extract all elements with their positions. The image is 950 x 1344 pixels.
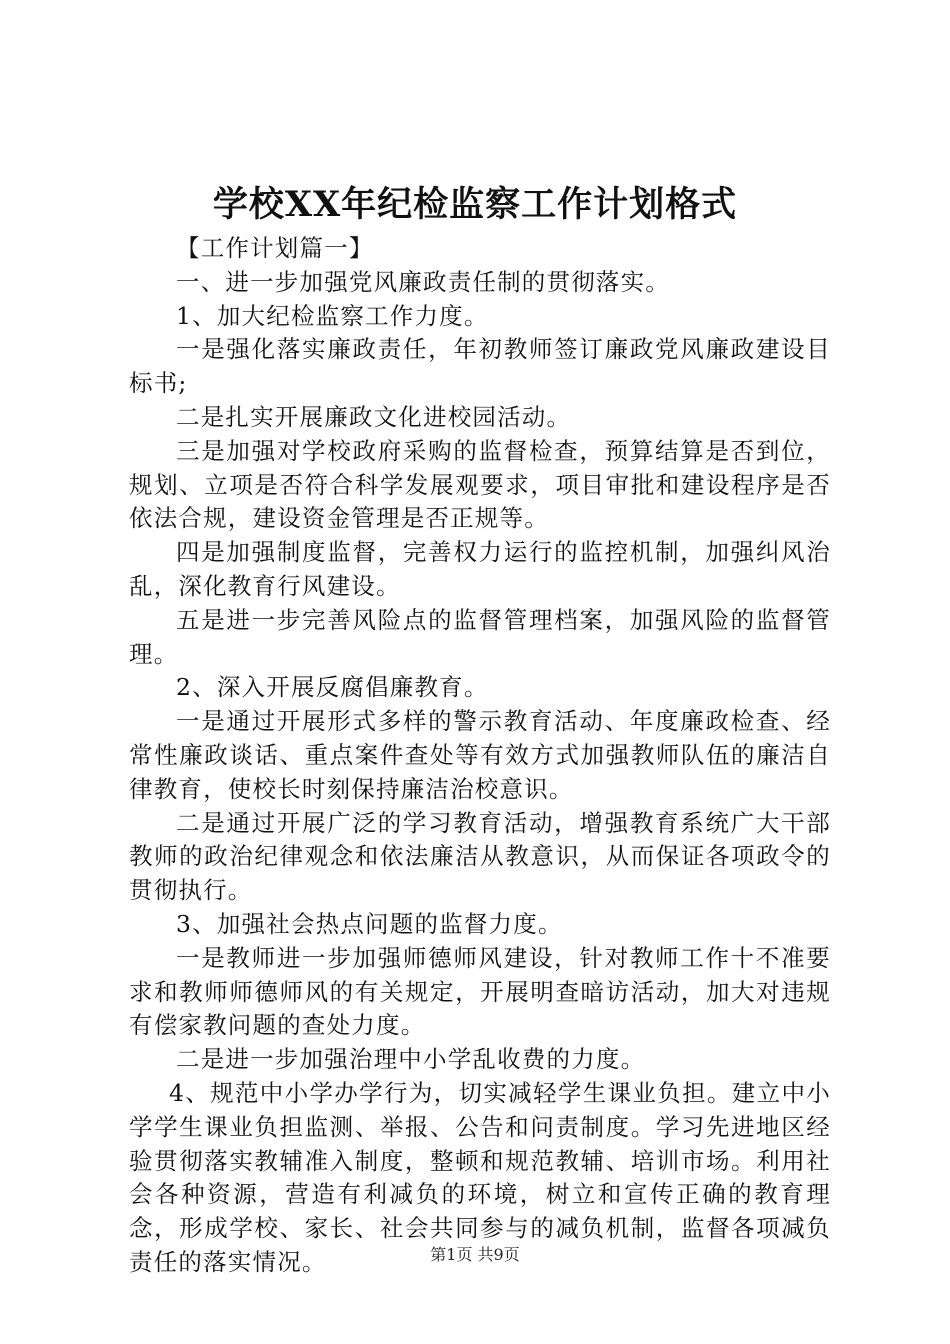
paragraph: 4、规范中小学办学行为，切实减轻学生课业负担。建立中小学学生课业负担监测、举报、公告和问责制度。学习先进地区经验贯彻落实教辅准入制度，整顿和规范教辅、培训市场。利用社会各种资源，营造有利减负的环境，树立和宣传正确的教育理念，形成学校、家长、社会共同参与的减负机制，监督各项减负责任的落实情况。 <box>129 1078 831 1276</box>
paragraph: 二是扎实开展廉政文化进校园活动。 <box>176 402 572 431</box>
section-heading: 【工作计划篇一】 <box>176 234 374 262</box>
page-footer: 第1页 共9页 <box>430 1245 520 1264</box>
paragraph: 一、进一步加强党风廉政责任制的贯彻落实。 <box>176 267 670 296</box>
paragraph: 二是通过开展广泛的学习教育活动，增强教育系统广大干部教师的政治纪律观念和依法廉洁从教意识，从而保证各项政令的贯彻执行。 <box>129 808 831 905</box>
paragraph: 三是加强对学校政府采购的监督检查，预算结算是否到位，规划、立项是否符合科学发展观要求，项目审批和建设程序是否依法合规，建设资金管理是否正规等。 <box>129 436 831 533</box>
paragraph: 1、加大纪检监察工作力度。 <box>176 301 489 330</box>
paragraph: 3、加强社会热点问题的监督力度。 <box>176 909 563 938</box>
paragraph: 四是加强制度监督，完善权力运行的监控机制，加强纠风治乱，深化教育行风建设。 <box>129 538 831 600</box>
paragraph: 二是进一步加强治理中小学乱收费的力度。 <box>176 1045 646 1074</box>
paragraph: 2、深入开展反腐倡廉教育。 <box>176 673 489 702</box>
document-body <box>129 232 831 1280</box>
document-title: 学校XX年纪检监察工作计划格式 <box>212 184 738 225</box>
paragraph: 五是进一步完善风险点的监督管理档案，加强风险的监督管理。 <box>129 605 831 668</box>
paragraph: 一是强化落实廉政责任，年初教师签订廉政党风廉政建设目标书; <box>129 335 831 398</box>
paragraph: 一是教师进一步加强师德师风建设，针对教师工作十不准要求和教师师德师风的有关规定，开展明查暗访活动，加大对违规有偿家教问题的查处力度。 <box>129 943 831 1040</box>
paragraph: 一是通过开展形式多样的警示教育活动、年度廉政检查、经常性廉政谈话、重点案件查处等有效方式加强教师队伍的廉洁自律教育，使校长时刻保持廉洁治校意识。 <box>129 707 831 803</box>
